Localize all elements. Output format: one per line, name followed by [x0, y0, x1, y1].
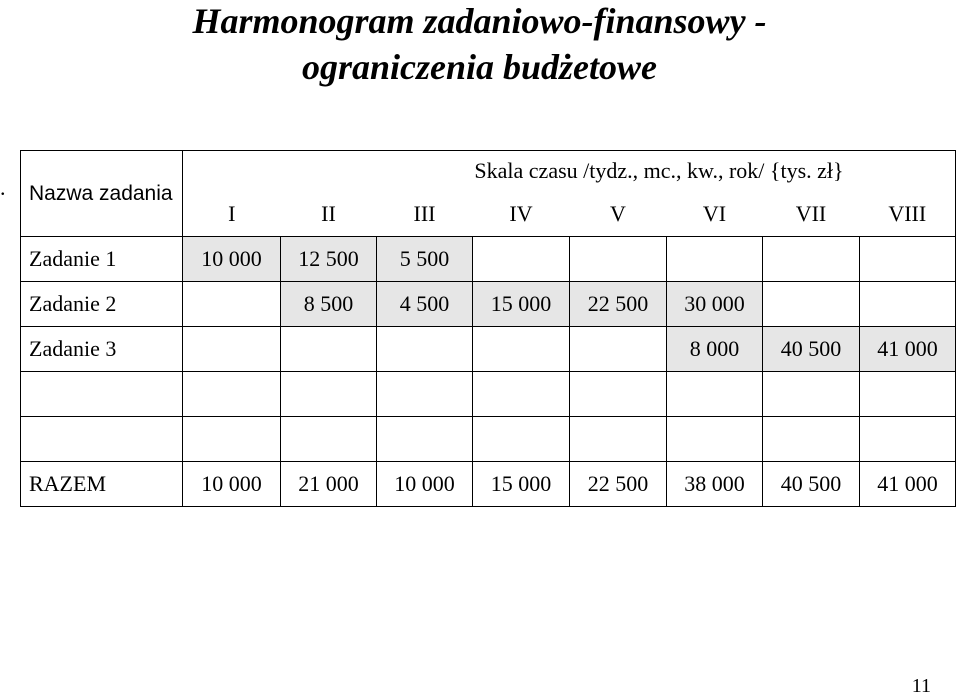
- period-header: V: [570, 191, 667, 237]
- cost-cell: [570, 237, 667, 282]
- period-header: VIII: [860, 191, 956, 237]
- cost-cell: 40 500: [763, 327, 860, 372]
- cost-cell: 5 500: [377, 237, 473, 282]
- total-cell: 10 000: [183, 462, 281, 507]
- period-header: I: [183, 191, 281, 237]
- empty-cell: [667, 417, 763, 462]
- task-name-header: Nazwa zadania: [21, 151, 183, 237]
- empty-cell: [183, 372, 281, 417]
- empty-cell: [570, 417, 667, 462]
- cost-cell: 22 500: [570, 282, 667, 327]
- cost-cell: [860, 237, 956, 282]
- task-name: Zadanie 3: [21, 327, 183, 372]
- cost-cell: 8 500: [281, 282, 377, 327]
- title-line-1: Harmonogram zadaniowo-finansowy -: [192, 1, 767, 41]
- budget-schedule-table: [20, 150, 956, 507]
- total-cell: 40 500: [763, 462, 860, 507]
- period-header: VII: [763, 191, 860, 237]
- cost-cell: [763, 282, 860, 327]
- cost-cell: 30 000: [667, 282, 763, 327]
- time-scale-header: [183, 151, 956, 192]
- empty-cell: [377, 417, 473, 462]
- period-header: VI: [667, 191, 763, 237]
- empty-cell: [860, 372, 956, 417]
- page-number: 11: [911, 675, 931, 697]
- table-row: [21, 237, 956, 282]
- table-row: [21, 327, 956, 372]
- empty-cell: [377, 372, 473, 417]
- empty-cell: [473, 372, 570, 417]
- cost-cell: [473, 327, 570, 372]
- empty-cell: [763, 372, 860, 417]
- cost-cell: 8 000: [667, 327, 763, 372]
- cost-cell: [473, 237, 570, 282]
- empty-cell: [667, 372, 763, 417]
- table-row: [21, 282, 956, 327]
- cost-cell: [860, 282, 956, 327]
- title-line-2: ograniczenia budżetowe: [301, 47, 658, 87]
- total-cell: 22 500: [570, 462, 667, 507]
- empty-cell: [570, 372, 667, 417]
- header-row-scale: [21, 151, 956, 192]
- empty-cell: [21, 417, 183, 462]
- document-title: [0, 0, 959, 90]
- period-header: II: [281, 191, 377, 237]
- period-header: III: [377, 191, 473, 237]
- period-header: IV: [473, 191, 570, 237]
- empty-cell: [183, 417, 281, 462]
- task-name: Zadanie 2: [21, 282, 183, 327]
- cost-cell: 15 000: [473, 282, 570, 327]
- total-cell: 41 000: [860, 462, 956, 507]
- cost-cell: [570, 327, 667, 372]
- empty-cell: [860, 417, 956, 462]
- cost-cell: 10 000: [183, 237, 281, 282]
- cost-cell: [281, 327, 377, 372]
- cost-cell: [183, 282, 281, 327]
- time-scale-label: Skala czasu /tydz., mc., kw., rok/ {tys. zł}: [474, 158, 844, 183]
- margin-mark: .: [0, 175, 6, 200]
- empty-cell: [281, 417, 377, 462]
- task-name: Zadanie 1: [21, 237, 183, 282]
- cost-cell: 12 500: [281, 237, 377, 282]
- cost-cell: [667, 237, 763, 282]
- total-cell: 15 000: [473, 462, 570, 507]
- empty-cell: [473, 417, 570, 462]
- total-cell: 21 000: [281, 462, 377, 507]
- cost-cell: [377, 327, 473, 372]
- cost-cell: [183, 327, 281, 372]
- total-cell: 10 000: [377, 462, 473, 507]
- cost-cell: 4 500: [377, 282, 473, 327]
- cost-cell: 41 000: [860, 327, 956, 372]
- cost-cell: [763, 237, 860, 282]
- total-cell: 38 000: [667, 462, 763, 507]
- empty-cell: [763, 417, 860, 462]
- total-label: RAZEM: [21, 462, 183, 507]
- empty-row: [21, 417, 956, 462]
- empty-cell: [281, 372, 377, 417]
- empty-row: [21, 372, 956, 417]
- total-row: [21, 462, 956, 507]
- empty-cell: [21, 372, 183, 417]
